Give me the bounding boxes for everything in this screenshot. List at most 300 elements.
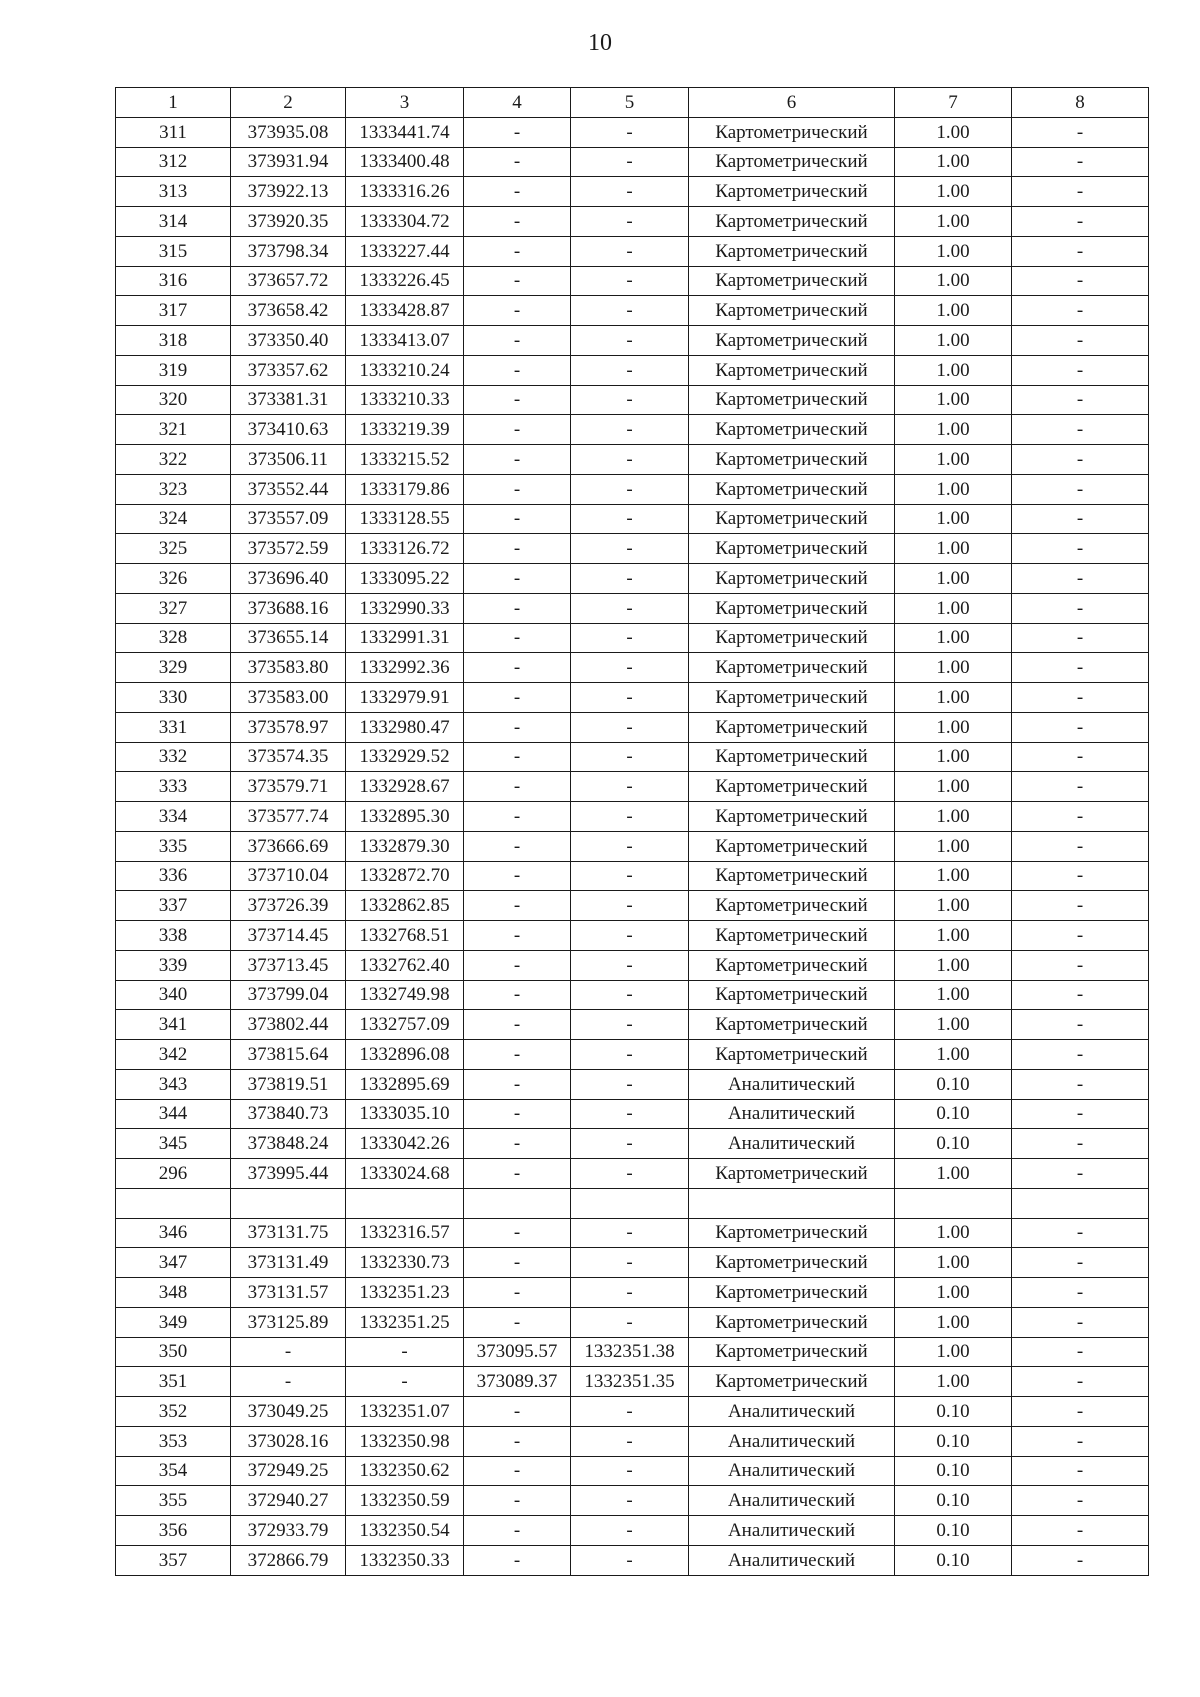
table-cell: 340 [116,980,231,1010]
table-cell: 373125.89 [231,1307,346,1337]
table-cell: - [571,980,689,1010]
table-cell: - [464,207,571,237]
table-cell: - [464,1069,571,1099]
coordinates-table [115,87,1149,1576]
table-cell: - [1012,1426,1149,1456]
table-cell: - [346,1337,464,1367]
table-cell: - [464,802,571,832]
table-cell: 1332350.54 [346,1516,464,1546]
table-cell: Картометрический [689,1337,895,1367]
table-cell: Картометрический [689,831,895,861]
table-cell: 1.00 [895,831,1012,861]
table-cell: - [464,1516,571,1546]
table-cell: - [464,385,571,415]
table-cell: 322 [116,445,231,475]
table-cell: - [571,207,689,237]
table-cell: - [571,653,689,683]
table-cell: Аналитический [689,1545,895,1575]
table-row [116,980,1149,1010]
table-row [116,1248,1149,1278]
table-cell: - [571,1426,689,1456]
table-cell: - [571,266,689,296]
table-cell: - [464,474,571,504]
table-cell: Картометрический [689,177,895,207]
table-cell: 336 [116,861,231,891]
table-cell: 1.00 [895,623,1012,653]
table-cell: 1.00 [895,1278,1012,1308]
table-cell: Картометрический [689,355,895,385]
table-cell: Картометрический [689,147,895,177]
table-cell: - [1012,1159,1149,1189]
table-cell: Картометрический [689,1040,895,1070]
table-cell: 1333219.39 [346,415,464,445]
table-cell: 373552.44 [231,474,346,504]
table-cell: 318 [116,326,231,356]
table-cell: Аналитический [689,1129,895,1159]
table-cell: 328 [116,623,231,653]
table-row [116,1188,1149,1218]
table-cell: - [1012,385,1149,415]
table-cell: - [1012,1486,1149,1516]
table-cell: 373049.25 [231,1397,346,1427]
table-cell: 373798.34 [231,236,346,266]
table-cell: 372940.27 [231,1486,346,1516]
table-cell: - [464,1099,571,1129]
table-cell: 373557.09 [231,504,346,534]
table-cell: 373802.44 [231,1010,346,1040]
table-row [116,1337,1149,1367]
table-cell: 330 [116,683,231,713]
table-cell: 1.00 [895,385,1012,415]
table-cell: - [464,266,571,296]
table-cell: - [464,534,571,564]
table-cell: Картометрический [689,891,895,921]
table-cell: - [464,950,571,980]
table-cell: 1.00 [895,712,1012,742]
table-cell: - [1012,445,1149,475]
table-cell: 314 [116,207,231,237]
table-cell: - [1012,950,1149,980]
table-row [116,831,1149,861]
table-cell: 1.00 [895,355,1012,385]
table-cell: - [1012,504,1149,534]
table-cell: - [1012,861,1149,891]
table-cell: - [1012,623,1149,653]
table-cell: - [571,236,689,266]
table-cell [116,1188,231,1218]
table-cell: 1332351.23 [346,1278,464,1308]
table-cell: - [1012,1337,1149,1367]
table-cell: 373657.72 [231,266,346,296]
table-row [116,266,1149,296]
table-cell: 296 [116,1159,231,1189]
table-cell: - [1012,1397,1149,1427]
table-cell: - [571,147,689,177]
table-cell: 1.00 [895,266,1012,296]
table-cell [231,1188,346,1218]
table-cell: - [231,1367,346,1397]
table-cell: 372949.25 [231,1456,346,1486]
table-cell: - [464,1278,571,1308]
table-cell: Аналитический [689,1456,895,1486]
table-cell: - [1012,177,1149,207]
table-cell: - [571,474,689,504]
table-row [116,1129,1149,1159]
table-cell: 1332757.09 [346,1010,464,1040]
table-cell: 373658.42 [231,296,346,326]
table-row [116,236,1149,266]
table-row [116,653,1149,683]
table-cell: - [464,355,571,385]
table-cell: Аналитический [689,1069,895,1099]
table-cell: 316 [116,266,231,296]
table-cell: - [1012,355,1149,385]
table-cell: - [464,772,571,802]
table-cell: 342 [116,1040,231,1070]
table-cell: 1333095.22 [346,564,464,594]
table-cell: - [464,712,571,742]
table-cell [346,1188,464,1218]
table-cell: - [464,236,571,266]
table-row [116,1040,1149,1070]
table-cell: 334 [116,802,231,832]
table-cell: - [1012,653,1149,683]
table-cell: 1333042.26 [346,1129,464,1159]
table-cell: - [571,177,689,207]
table-cell: 1.00 [895,683,1012,713]
table-cell: 1.00 [895,1307,1012,1337]
table-cell: - [464,1545,571,1575]
table-cell: - [1012,683,1149,713]
table-cell: Картометрический [689,772,895,802]
table-cell: 373095.57 [464,1337,571,1367]
table-cell: 1.00 [895,207,1012,237]
table-cell: - [571,1486,689,1516]
table-cell: 0.10 [895,1456,1012,1486]
table-cell: 339 [116,950,231,980]
table-cell: 1332749.98 [346,980,464,1010]
column-header: 7 [895,88,1012,118]
table-cell: Картометрический [689,415,895,445]
table-row [116,742,1149,772]
table-cell: - [1012,236,1149,266]
table-cell: 333 [116,772,231,802]
table-cell: Картометрический [689,564,895,594]
table-cell: 1.00 [895,861,1012,891]
table-cell: Картометрический [689,861,895,891]
table-cell: - [1012,1040,1149,1070]
table-cell: - [464,921,571,951]
table-cell: 344 [116,1099,231,1129]
table-cell: 373931.94 [231,147,346,177]
table-cell: Картометрический [689,207,895,237]
table-cell: 1333227.44 [346,236,464,266]
table-cell: 1332990.33 [346,593,464,623]
table-cell: 1.00 [895,326,1012,356]
table-cell: - [571,742,689,772]
table-cell: 337 [116,891,231,921]
table-cell: 323 [116,474,231,504]
table-cell: - [1012,1129,1149,1159]
table-cell: 338 [116,921,231,951]
table-row [116,712,1149,742]
table-cell: Картометрический [689,1248,895,1278]
table-row [116,504,1149,534]
table-cell: 0.10 [895,1129,1012,1159]
table-cell: Аналитический [689,1099,895,1129]
table-cell: 1.00 [895,1040,1012,1070]
table-cell: 0.10 [895,1516,1012,1546]
table-cell: - [464,415,571,445]
table-cell: - [571,1099,689,1129]
table-cell: 325 [116,534,231,564]
table-row [116,1545,1149,1575]
table-cell: 1.00 [895,772,1012,802]
table-cell: 354 [116,1456,231,1486]
table-cell: - [464,1010,571,1040]
table-cell: 373577.74 [231,802,346,832]
table-cell: 1.00 [895,534,1012,564]
column-header: 3 [346,88,464,118]
table-cell: - [1012,1218,1149,1248]
table-cell: 329 [116,653,231,683]
table-row [116,1159,1149,1189]
table-cell: 1332896.08 [346,1040,464,1070]
table-cell: 373696.40 [231,564,346,594]
table-cell: 373848.24 [231,1129,346,1159]
table-cell [895,1188,1012,1218]
table-cell: Картометрический [689,236,895,266]
table-cell: - [571,385,689,415]
table-cell: - [1012,831,1149,861]
table-cell: 345 [116,1129,231,1159]
table-cell: Картометрический [689,1010,895,1040]
table-cell: 373131.49 [231,1248,346,1278]
table-cell [464,1188,571,1218]
table-cell: - [571,1397,689,1427]
table-cell: 1332351.25 [346,1307,464,1337]
table-cell: 347 [116,1248,231,1278]
table-cell: 1333210.33 [346,385,464,415]
table-cell: 373350.40 [231,326,346,356]
table-cell: 1.00 [895,564,1012,594]
table-cell: - [1012,534,1149,564]
table-cell: Картометрический [689,1367,895,1397]
table-cell [689,1188,895,1218]
table-cell: - [571,1516,689,1546]
table-cell: - [1012,802,1149,832]
table-cell: 373583.00 [231,683,346,713]
table-cell: 357 [116,1545,231,1575]
table-cell: 1332351.38 [571,1337,689,1367]
table-cell: - [571,445,689,475]
table-cell: 1332929.52 [346,742,464,772]
column-header: 1 [116,88,231,118]
table-cell: - [1012,891,1149,921]
table-cell: 0.10 [895,1099,1012,1129]
table-cell: 1.00 [895,891,1012,921]
table-row [116,1278,1149,1308]
table-row [116,147,1149,177]
table-cell: Картометрический [689,1218,895,1248]
page-number: 10 [588,30,612,56]
table-cell: Картометрический [689,921,895,951]
table-cell: 373131.75 [231,1218,346,1248]
table-cell: Аналитический [689,1486,895,1516]
table-cell: 1332879.30 [346,831,464,861]
table-cell: - [571,534,689,564]
table-cell: - [464,177,571,207]
table-cell: - [571,1278,689,1308]
table-cell: - [464,742,571,772]
table-cell: - [464,653,571,683]
table-cell: Картометрический [689,117,895,147]
table-cell: 1333428.87 [346,296,464,326]
table-cell: Картометрический [689,593,895,623]
table-cell: 1332351.35 [571,1367,689,1397]
table-cell: - [1012,1278,1149,1308]
table-cell: - [464,326,571,356]
table-cell: - [464,1486,571,1516]
table-cell: Картометрический [689,712,895,742]
table-cell: 373381.31 [231,385,346,415]
table-cell: - [571,326,689,356]
table-cell: 1332992.36 [346,653,464,683]
table-cell: 1.00 [895,980,1012,1010]
table-cell: - [571,831,689,861]
table-cell: - [571,1545,689,1575]
table-cell: 332 [116,742,231,772]
table-cell: Картометрический [689,296,895,326]
table-cell: - [1012,921,1149,951]
table-cell: 373688.16 [231,593,346,623]
table-cell: - [464,1426,571,1456]
table-header-row [116,88,1149,118]
table-cell: - [1012,1367,1149,1397]
table-row [116,1218,1149,1248]
table-row [116,1426,1149,1456]
table-cell: 1.00 [895,653,1012,683]
table-cell: 1332895.69 [346,1069,464,1099]
table-cell: 1.00 [895,296,1012,326]
table-row [116,802,1149,832]
table-cell: - [571,1040,689,1070]
table-cell: 1333215.52 [346,445,464,475]
table-cell: 1.00 [895,742,1012,772]
table-row [116,921,1149,951]
table-cell: 315 [116,236,231,266]
table-cell: - [1012,564,1149,594]
table-cell: - [571,296,689,326]
table-cell: Картометрический [689,623,895,653]
column-header: 2 [231,88,346,118]
table-cell: 1332991.31 [346,623,464,653]
table-row [116,207,1149,237]
table-cell: 1332330.73 [346,1248,464,1278]
table-cell: - [464,1456,571,1486]
table-cell: Картометрический [689,683,895,713]
table-cell: 1333035.10 [346,1099,464,1129]
table-row [116,623,1149,653]
table-cell: - [464,980,571,1010]
table-cell: - [464,683,571,713]
table-row [116,1397,1149,1427]
table-cell: Картометрический [689,1307,895,1337]
table-cell: - [1012,1545,1149,1575]
table-cell: 1332768.51 [346,921,464,951]
table-cell: 352 [116,1397,231,1427]
table-cell: 335 [116,831,231,861]
table-cell: - [1012,1307,1149,1337]
table-cell: 1.00 [895,1248,1012,1278]
table-cell: - [571,1248,689,1278]
table-row [116,1069,1149,1099]
table-cell: 373028.16 [231,1426,346,1456]
table-cell: 331 [116,712,231,742]
table-cell: 1332350.62 [346,1456,464,1486]
table-row [116,861,1149,891]
table-cell: 373583.80 [231,653,346,683]
table-cell: Аналитический [689,1397,895,1427]
column-header: 5 [571,88,689,118]
table-cell: - [571,683,689,713]
table-cell: 373726.39 [231,891,346,921]
table-row [116,1010,1149,1040]
table-cell: 1333400.48 [346,147,464,177]
table-cell: 1.00 [895,415,1012,445]
table-row [116,385,1149,415]
table-cell: Картометрический [689,445,895,475]
table-cell: 1332980.47 [346,712,464,742]
table-cell: 1332350.33 [346,1545,464,1575]
table-cell: - [1012,1456,1149,1486]
table-cell: - [1012,1248,1149,1278]
table-cell: - [571,593,689,623]
table-cell: - [571,1129,689,1159]
table-cell: - [1012,266,1149,296]
table-row [116,326,1149,356]
table-cell: Картометрический [689,266,895,296]
table-cell: - [571,1307,689,1337]
table-cell: Аналитический [689,1426,895,1456]
table-cell: - [1012,326,1149,356]
table-cell: - [1012,147,1149,177]
table-cell: 320 [116,385,231,415]
table-row [116,534,1149,564]
table-row [116,1307,1149,1337]
table-cell: - [464,117,571,147]
table-cell: - [231,1337,346,1367]
table-cell: Картометрический [689,980,895,1010]
table-cell: 1333179.86 [346,474,464,504]
table-cell: - [571,891,689,921]
table-cell: Картометрический [689,950,895,980]
table-cell: - [1012,207,1149,237]
table-cell: - [464,504,571,534]
table-cell: 1.00 [895,236,1012,266]
table-cell: 1.00 [895,147,1012,177]
table-cell: - [464,593,571,623]
table-cell: 0.10 [895,1545,1012,1575]
table-cell: 373819.51 [231,1069,346,1099]
table-row [116,474,1149,504]
table-cell: - [571,623,689,653]
table-cell: 341 [116,1010,231,1040]
table-body [116,88,1149,1576]
table-cell: 324 [116,504,231,534]
table-row [116,564,1149,594]
table-cell: - [571,1218,689,1248]
